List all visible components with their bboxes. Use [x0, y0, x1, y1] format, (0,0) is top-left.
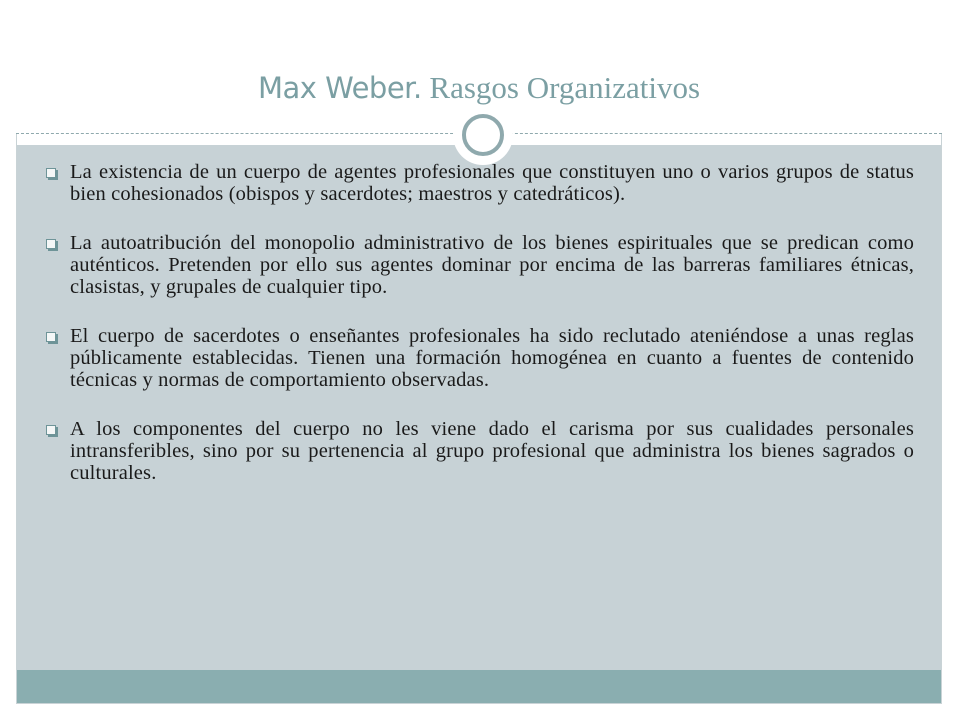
bullet-list — [44, 161, 914, 511]
list-item — [44, 325, 914, 391]
slide-title — [16, 68, 942, 108]
bullet-text: La existencia de un cuerpo de agentes profesionales que constituyen uno o varios grupos de status bien cohesionados (obispos y sacerdotes; maestros y catedráticos). — [70, 161, 914, 205]
list-item — [44, 161, 914, 205]
square-bullet-icon — [46, 239, 56, 249]
square-bullet-icon — [46, 332, 56, 342]
title-name: Max Weber. — [257, 71, 422, 105]
ring-ornament-icon — [462, 114, 504, 156]
square-bullet-icon — [46, 168, 56, 178]
bullet-text: A los componentes del cuerpo no les viene dado el carisma por sus cualidades personales intransferibles, sino por su pertenencia al grupo profesional que administra los bienes sagrados o culturales. — [70, 418, 914, 484]
list-item — [44, 232, 914, 298]
list-item — [44, 418, 914, 484]
bullet-text: El cuerpo de sacerdotes o enseñantes profesionales ha sido reclutado ateniéndose a unas reglas públicamente establecidas. Tienen una formación homogénea en cuanto a fuentes de contenido técnicas y normas de comportamiento observadas. — [70, 325, 914, 391]
title-subject: Rasgos Organizativos — [429, 70, 701, 105]
footer-bar — [17, 670, 941, 703]
bullet-text: La autoatribución del monopolio administrativo de los bienes espirituales que se predican como auténticos. Pretenden por ello sus agentes dominar por encima de las barreras familiares étnicas, clasistas, y grupales de cualquier tipo. — [70, 232, 914, 298]
square-bullet-icon — [46, 425, 56, 435]
